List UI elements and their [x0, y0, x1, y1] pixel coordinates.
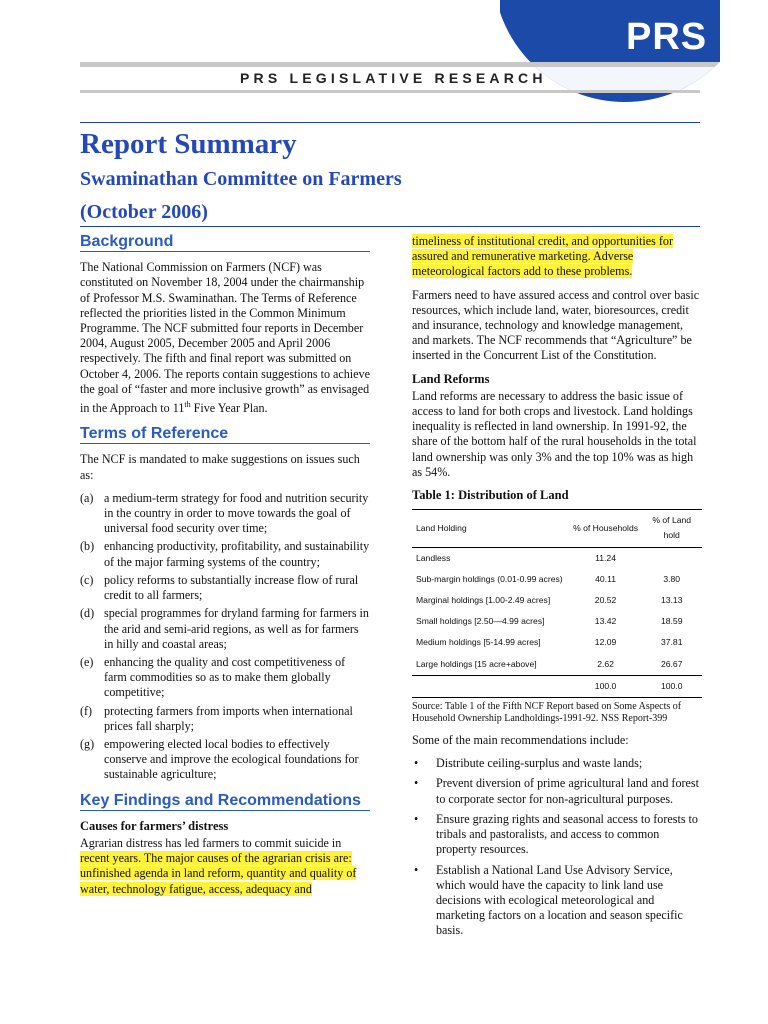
org-name: PRS LEGISLATIVE RESEARCH	[240, 70, 547, 86]
distress-text: Agrarian distress has led farmers to commit suicide in recent years. The major causes of the agrarian crisis are: unfinished agenda in land reform, quantity and quality of water, technology fatigue, access, adequacy and	[80, 835, 357, 896]
item-text: enhancing productivity, profitability, and sustainability of the major farming systems of the country;	[104, 539, 370, 569]
bullet-icon: •	[414, 862, 419, 877]
date-rule	[80, 226, 700, 227]
bullet-icon: •	[414, 776, 419, 791]
table-cell: 26.67	[660, 658, 683, 669]
land-reforms-heading: Land Reforms	[412, 371, 490, 386]
continued-text: timeliness of institutional credit, and opportunities for assured and remunerative marketing. Adverse meteorological factors add to these problems.	[412, 234, 673, 279]
recommendation-text: Prevent diversion of prime agricultural land and forest to corporate sector for non-agricultural purposes.	[436, 776, 699, 806]
terms-intro: The NCF is mandated to make suggestions on issues such as:	[80, 452, 360, 482]
recommendation-text: Establish a National Land Use Advisory Service, which would have the capacity to link land use decisions with ecological meteorological and marketing factors on a location and season specific basis.	[436, 862, 683, 938]
table-row	[412, 547, 702, 569]
table-cell: Medium holdings [5-14.99 acres]	[416, 637, 541, 648]
table-cell: 3.80	[663, 573, 681, 584]
background-text: The National Commission on Farmers (NCF) was constituted on November 18, 2004 under the chairmanship of Professor M.S. Swaminathan. The Terms of Reference reflected the priorities listed in the Common Minimum Programme. The NCF submitted four reports in December 2004, August 2005, December 2005 and April 2006 respectively. The fifth and final report was submitted on October 4, 2006. The reports contain suggestions to achieve the goal of “faster and more inclusive growth” as envisaged in the Approach to 11th Five Year Plan.	[80, 260, 370, 416]
table-header-cell: Land Holding	[416, 522, 467, 533]
table-cell: 12.09	[594, 637, 617, 648]
terms-list-item	[80, 655, 370, 701]
terms-list-item	[80, 539, 370, 569]
table-cell: 37.81	[660, 637, 683, 648]
table-cell: 40.11	[595, 573, 616, 584]
findings-heading: Key Findings and Recommendations	[80, 793, 370, 811]
terms-list	[80, 491, 370, 783]
table-header-row	[412, 510, 702, 547]
table-cell: Marginal holdings [1.00-2.49 acres]	[416, 595, 551, 606]
terms-list-item	[80, 704, 370, 734]
terms-list-item	[80, 491, 370, 537]
item-label: (g)	[80, 736, 95, 751]
terms-list-item	[80, 573, 370, 603]
left-column	[80, 234, 370, 905]
recommendations-intro: Some of the main recommendations include:	[412, 733, 629, 748]
recommendation-item	[412, 863, 702, 939]
table-total-row	[412, 675, 702, 697]
table-cell: Large holdings [15 acre+above]	[416, 658, 537, 669]
table-cell: Landless	[416, 552, 451, 563]
recommendation-item	[412, 812, 702, 858]
table-row	[412, 654, 702, 676]
item-label: (b)	[80, 539, 95, 554]
distress-subheading: Causes for farmers’ distress	[80, 818, 229, 833]
background-heading: Background	[80, 234, 370, 252]
item-text: policy reforms to substantially increase flow of rural credit to all farmers;	[104, 572, 359, 603]
table-cell: Sub-margin holdings (0.01-0.99 acres)	[416, 573, 563, 584]
table-caption: Table 1: Distribution of Land	[412, 488, 569, 503]
recommendation-text: Distribute ceiling-surplus and waste lands;	[436, 756, 643, 771]
table-cell: 11.24	[595, 552, 616, 563]
item-label: (f)	[80, 703, 93, 718]
table-cell	[641, 547, 702, 569]
recommendation-item	[412, 776, 702, 806]
land-distribution-table	[412, 509, 702, 698]
table-header-cell: % of Households	[573, 522, 639, 533]
item-text: protecting farmers from imports when international prices fall sharply;	[104, 703, 353, 733]
table-cell: 18.59	[660, 616, 683, 627]
table-cell: 20.52	[594, 595, 617, 606]
table-row	[412, 590, 702, 611]
bullet-icon: •	[414, 756, 419, 771]
terms-list-item	[80, 606, 370, 652]
recommendations-list	[412, 756, 702, 938]
bullet-icon: •	[414, 811, 419, 826]
report-date: (October 2006)	[80, 201, 208, 223]
item-text: special programmes for dryland farming for farmers in the arid and semi-arid regions, as well as for farmers in hilly and coastal areas;	[104, 606, 369, 651]
logo-text: PRS	[626, 16, 708, 58]
item-text: enhancing the quality and cost competitiveness of farm commodities so as to make them globally competitive;	[104, 654, 346, 700]
table-cell: 100.0	[660, 680, 683, 691]
table-row	[412, 611, 702, 632]
table-source: Source: Table 1 of the Fifth NCF Report based on Some Aspects of Household Ownership Landholdings-1991-92. NSS Report-399	[412, 701, 682, 725]
item-text: a medium-term strategy for food and nutrition security in the country in order to move towards the goal of universal food security over time;	[104, 490, 369, 536]
table-row	[412, 569, 702, 590]
table-cell: 13.13	[660, 595, 683, 606]
resources-text: Farmers need to have assured access and control over basic resources, which include land, water, bioresources, credit and insurance, technology and knowledge management, and markets. The NCF recommends that “Agriculture” be inserted in the Concurrent List of the Constitution.	[412, 287, 700, 363]
table-cell: 2.62	[597, 658, 614, 669]
item-label: (c)	[80, 572, 94, 587]
recommendation-text: Ensure grazing rights and seasonal access to forests to tribals and pastoralists, and access to common property resources.	[436, 811, 698, 857]
table-cell: Small holdings [2.50—4.99 acres]	[416, 616, 545, 627]
item-label: (d)	[80, 606, 95, 621]
table-row	[412, 632, 702, 653]
table-cell: 100.0	[594, 680, 617, 691]
table-cell	[412, 675, 570, 697]
table-header-cell: % of Land hold	[652, 515, 692, 541]
terms-list-item	[80, 737, 370, 783]
page-subtitle: Swaminathan Committee on Farmers	[80, 168, 402, 190]
table-cell: 13.42	[594, 616, 617, 627]
land-reforms-text: Land reforms are necessary to address the basic issue of access to land for both crops and livestock. Land holdings inequality is reflected in land ownership. In 1991-92, the share of the bottom half of the rural households in the total land ownership was only 3% and the top 10% was as high as 54%.	[412, 388, 697, 479]
page-title: Report Summary	[80, 128, 297, 160]
prs-logo	[500, 0, 720, 105]
item-label: (a)	[80, 490, 94, 505]
right-column	[412, 234, 702, 944]
recommendation-item	[412, 756, 702, 771]
terms-heading: Terms of Reference	[80, 426, 370, 444]
item-text: empowering elected local bodies to effectively conserve and improve the ecological foundations for sustainable agriculture;	[104, 736, 359, 782]
title-rule	[80, 122, 700, 123]
item-label: (e)	[80, 654, 94, 669]
